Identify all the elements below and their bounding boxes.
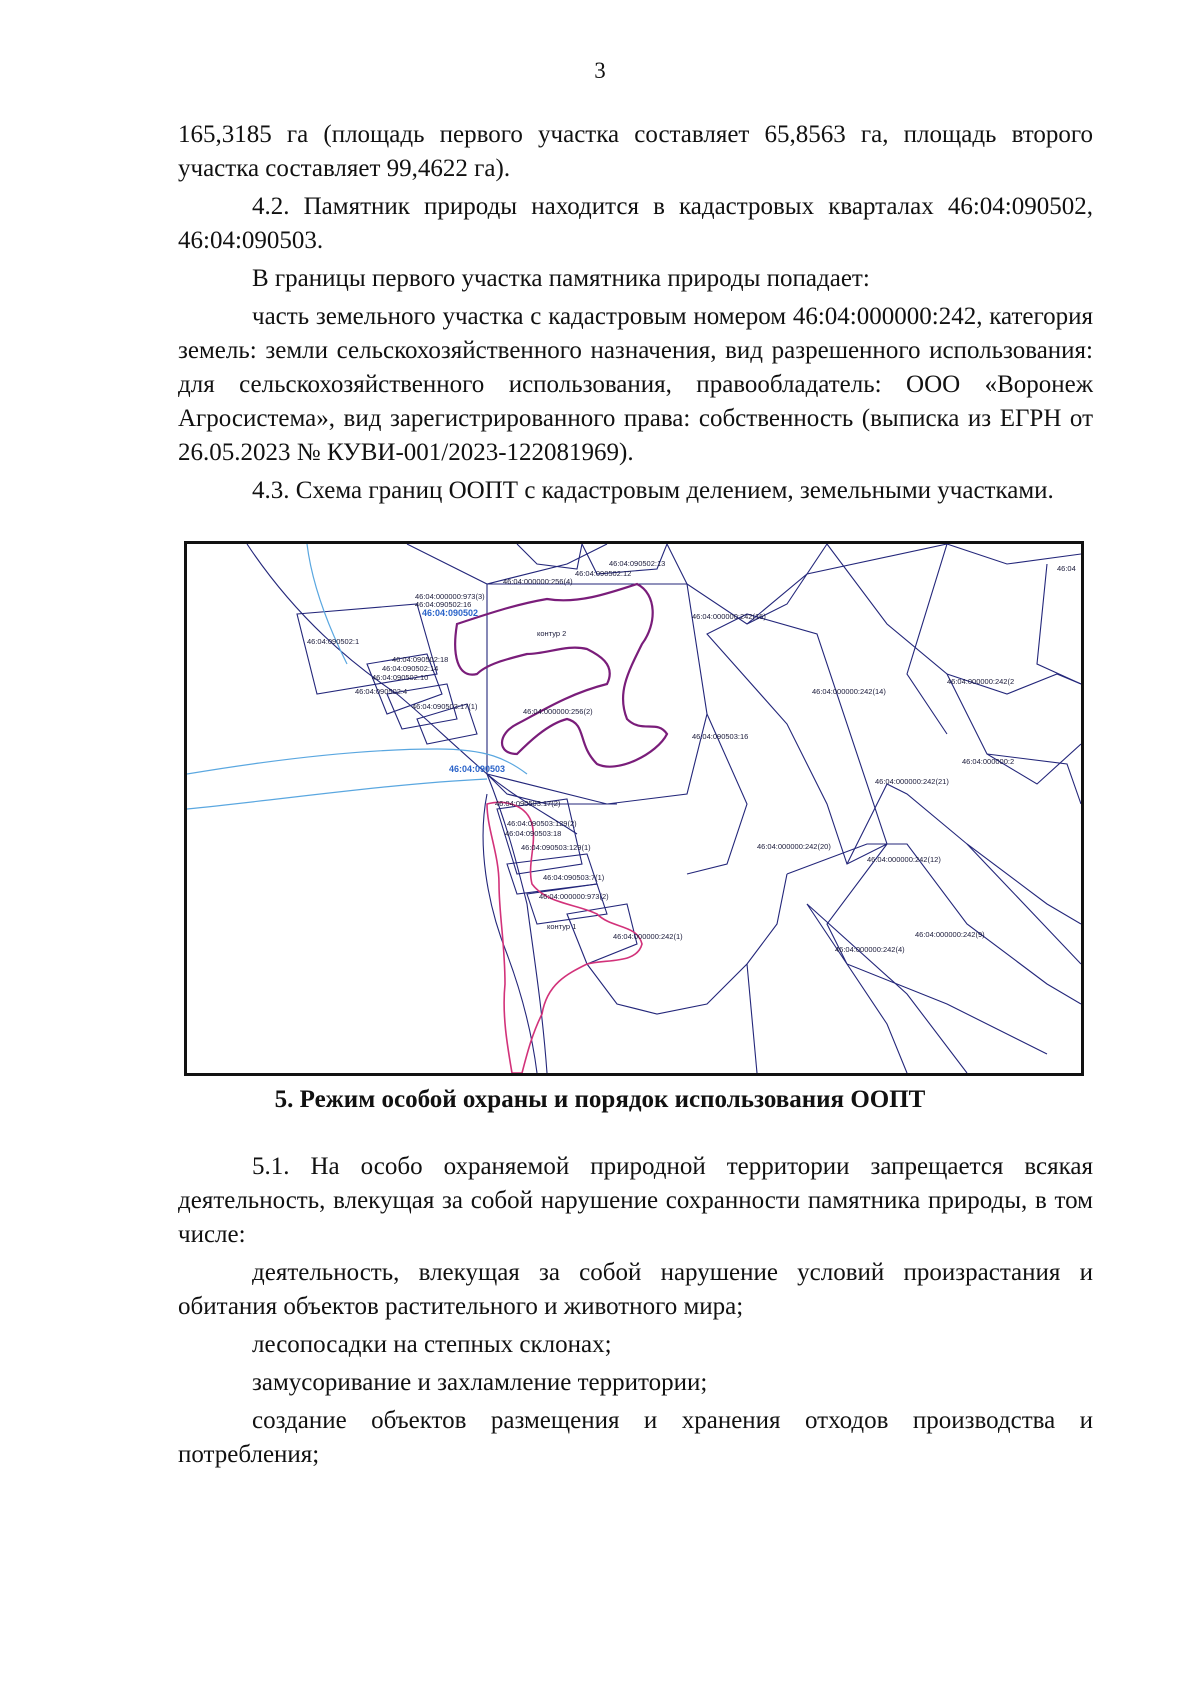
- map-label: 46:04:000000:256(4): [503, 577, 573, 586]
- parcel-boundary: [827, 544, 1081, 784]
- list-item: деятельность, влекущая за собой нарушение условий произрастания и обитания объектов растительного и животного мира;: [178, 1259, 1093, 1320]
- map-label: 46:04:000000:256(2): [523, 707, 593, 716]
- map-label: 46:04:000000:242(21): [875, 777, 949, 786]
- map-label: 46:04:000000:242(16): [692, 612, 766, 621]
- map-label: 46:04:090503:17(1): [412, 702, 478, 711]
- map-label: 46:04:090502: [422, 608, 479, 618]
- map-label: 46:04:090502:14: [382, 664, 439, 673]
- map-label: 46:04:000000:242(1): [613, 932, 683, 941]
- watercourse-line: [307, 544, 347, 664]
- map-label: 46:04:000000:242(20): [757, 842, 831, 851]
- map-label: 46:04:090502:4: [355, 687, 408, 696]
- paragraph-4-3: 4.3. Схема границ ООПТ с кадастровым делением, земельными участками.: [252, 477, 1054, 504]
- map-label: 46:04:090502:1: [307, 637, 360, 646]
- text-block-2: [178, 1150, 1093, 1472]
- map-label: 46:04:000000:973(2): [539, 892, 609, 901]
- map-label: 46:04:090503:17(2): [495, 799, 561, 808]
- map-label: 46:04:090503:16: [692, 732, 749, 741]
- map-label: 46:04:090502:13: [609, 559, 666, 568]
- map-label: 46:04:000000:242(9): [915, 930, 985, 939]
- map-label: 46:04:000000:973(3): [415, 592, 485, 601]
- parcel-boundary: [967, 844, 1081, 964]
- map-label: 46:04:000000:242(14): [812, 687, 886, 696]
- paragraph-land-plot-details: часть земельного участка с кадастровым номером 46:04:000000:242, категория земель: земли сельскохозяйственного назначения, вид разрешенного использования: для сельскохозяйственного использования, правообладатель: ООО «Воронеж Агросистема», вид зарегистрированного права: собственность (выписка из ЕГРН от 26.05.2023 № КУВИ-001/2023-122081969).: [178, 303, 1093, 466]
- text-block-1: [178, 118, 1093, 508]
- parcel-boundary: [587, 874, 787, 1014]
- list-item: замусоривание и захламление территории;: [252, 1369, 708, 1396]
- cadastral-map: [184, 541, 1084, 1076]
- section-5-heading: 5. Режим особой охраны и порядок использования ООПТ: [274, 1086, 926, 1113]
- map-label: 46:04:090503:18: [505, 829, 562, 838]
- parcel-boundary: [1037, 564, 1081, 684]
- parcel-boundary: [907, 544, 947, 734]
- paragraph-area-continuation: 165,3185 га (площадь первого участка составляет 65,8563 га, площадь второго участка составляет 99,4622 га).: [178, 121, 1093, 182]
- map-label: 46:04:090502:18: [392, 655, 449, 664]
- map-label: 46:04:000000:2: [962, 757, 1015, 766]
- map-label: 46:04:000000:242(4): [835, 945, 905, 954]
- map-label: 46:04:090502:16: [415, 600, 472, 609]
- list-item: создание объектов размещения и хранения отходов производства и потребления;: [178, 1407, 1093, 1468]
- map-label: 46:04:090503:129(1): [521, 843, 591, 852]
- paragraph-5-1: 5.1. На особо охраняемой природной территории запрещается всякая деятельность, влекущая за собой нарушение сохранности памятника природы, в том числе:: [178, 1153, 1093, 1248]
- cadastral-map-drawing: [187, 544, 1081, 1073]
- page-number: 3: [594, 58, 606, 83]
- parcel-boundary: [517, 544, 582, 569]
- map-label: 46:04:090503:129(2): [507, 819, 577, 828]
- parcel-boundary: [947, 544, 1081, 564]
- list-item: лесопосадки на степных склонах;: [252, 1331, 612, 1358]
- map-label: 46:04:090502:12: [575, 569, 632, 578]
- parcel-boundary: [487, 584, 707, 804]
- map-label: 46:04:090503:7(1): [543, 873, 605, 882]
- map-label: контур 2: [537, 629, 567, 638]
- map-label: 46:04: [1057, 564, 1076, 573]
- boundary-line: [247, 544, 577, 834]
- map-label: 46:04:090503: [449, 764, 506, 774]
- map-label: 46:04:090502:10: [372, 673, 429, 682]
- parcel-boundary: [807, 904, 907, 1073]
- map-label: контур 1: [547, 922, 577, 931]
- parcel-boundary: [747, 544, 947, 624]
- parcel-boundary: [747, 964, 757, 1073]
- map-label: 46:04:000000:242(2: [947, 677, 1015, 686]
- paragraph-4-2: 4.2. Памятник природы находится в кадастровых кварталах 46:04:090502, 46:04:090503.: [178, 193, 1093, 254]
- parcel-boundary: [847, 784, 1081, 924]
- watercourse-line: [187, 779, 487, 809]
- parcel-boundary: [787, 844, 1081, 1004]
- paragraph-first-plot-intro: В границы первого участка памятника природы попадает:: [252, 265, 870, 292]
- map-label: 46:04:000000:242(12): [867, 855, 941, 864]
